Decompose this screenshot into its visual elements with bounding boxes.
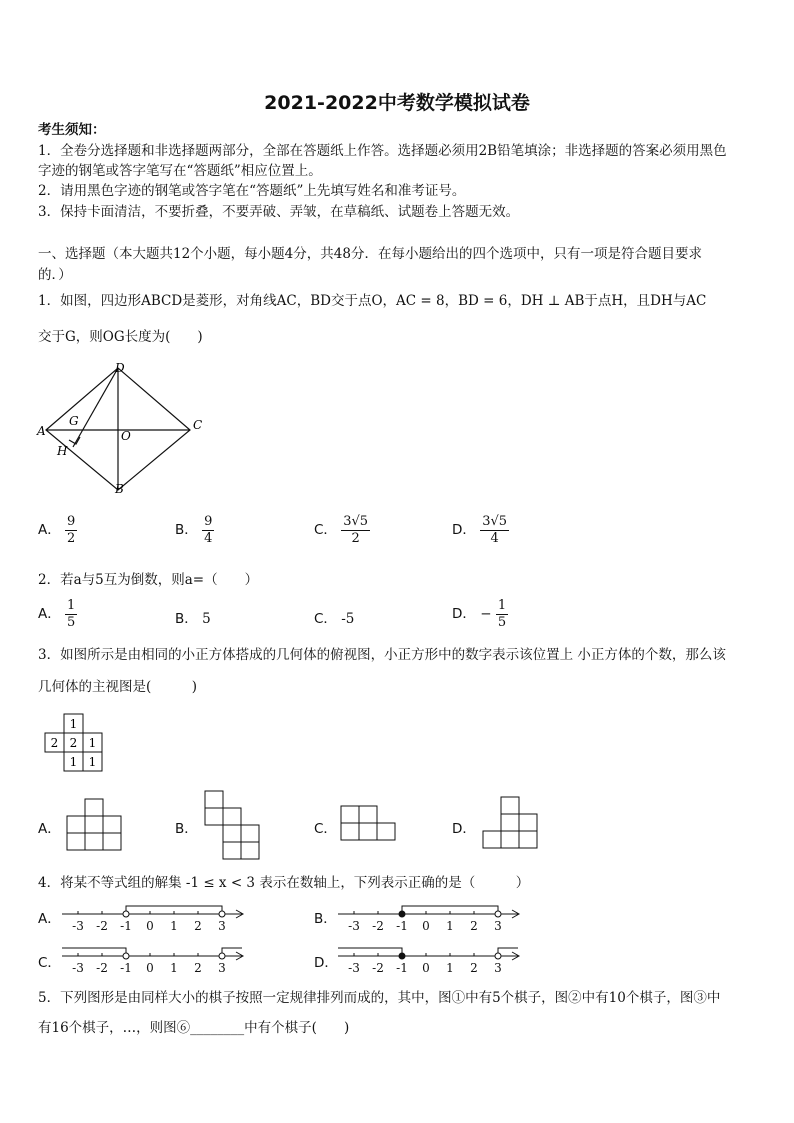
option-b[interactable] (175, 607, 211, 627)
option-label: D． (452, 606, 476, 622)
option-b-label[interactable]: B． (314, 911, 337, 927)
tick-label: -2 (372, 961, 384, 975)
segment-dh (73, 368, 118, 447)
tick-label: 0 (422, 919, 430, 933)
option-a[interactable] (38, 514, 77, 547)
tick-label: 3 (494, 919, 502, 933)
question-1-text-cont: 交于G，则OG长度为( ) (38, 329, 203, 345)
label-o: O (121, 429, 131, 443)
label-c: C (193, 418, 203, 432)
label-g: G (69, 414, 79, 428)
label-d: D (115, 361, 125, 375)
option-a-number-line[interactable] (60, 898, 250, 936)
option-a-label[interactable]: A． (38, 911, 61, 927)
option-c[interactable] (314, 514, 370, 547)
question-2-text: 2．若a与5互为倒数，则a=（ ） (38, 572, 259, 588)
section-heading-cont: 的．） (38, 267, 72, 283)
option-a-front-view[interactable] (66, 798, 124, 852)
option-b-label[interactable]: B． (175, 821, 198, 837)
endpoint-right (495, 953, 501, 959)
top-view-grid (44, 712, 106, 774)
option-label: C． (314, 522, 337, 538)
option-a-label[interactable]: A． (38, 821, 61, 837)
option-label: A． (38, 606, 61, 622)
fraction: $\frac{1}{5}$ (497, 598, 507, 630)
tick-label: 1 (446, 919, 454, 933)
tick-label: 0 (422, 961, 430, 975)
option-c-label[interactable]: C． (314, 821, 337, 837)
solution-bracket-left (338, 948, 402, 956)
fraction: $\frac{9}{2}$ (67, 514, 76, 546)
tick-label: -3 (72, 919, 84, 933)
fraction: $\frac{3√5}{2}$ (343, 514, 369, 546)
endpoint-left (399, 953, 405, 959)
tick-label: -1 (396, 919, 408, 933)
tick-label: 2 (470, 961, 478, 975)
tick-label: 3 (494, 961, 502, 975)
tick-label: 2 (470, 919, 478, 933)
grid-cell-value: 1 (88, 755, 97, 769)
page-title: 2021-2022中考数学模拟试卷 (264, 92, 530, 114)
option-b[interactable] (175, 514, 214, 547)
tick-label: 0 (146, 961, 154, 975)
tick-label: 3 (218, 919, 226, 933)
endpoint-right (495, 911, 501, 917)
notice-item: 3．保持卡面清洁，不要折叠，不要弄破、弄皱，在草稿纸、试题卷上答题无效。 (38, 204, 520, 220)
tick-label: 1 (170, 919, 178, 933)
tick-label: 0 (146, 919, 154, 933)
label-a: A (37, 424, 46, 438)
notice-item: 1．全卷分选择题和非选择题两部分，全部在答题纸上作答。选择题必须用2B铅笔填涂；非选择题的答案必须用黑色 (38, 143, 727, 159)
tick-label: -2 (96, 919, 108, 933)
option-c-number-line[interactable] (60, 940, 250, 978)
tick-label: -1 (396, 961, 408, 975)
option-b-front-view[interactable] (204, 790, 262, 860)
tick-label: 1 (446, 961, 454, 975)
endpoint-left (123, 953, 129, 959)
question-1-text: 1．如图，四边形ABCD是菱形，对角线AC，BD交于点O，AC = 8，BD = 6，DH ⊥ AB于点H，且DH与AC (38, 293, 707, 309)
endpoint-left (399, 911, 405, 917)
question-5-text-cont: 有16个棋子，…，则图⑥________中有个棋子( ) (38, 1020, 350, 1036)
tick-label: 2 (194, 961, 202, 975)
tick-label: -1 (120, 961, 132, 975)
option-c-front-view[interactable] (340, 805, 398, 843)
solution-bracket-left (62, 948, 126, 956)
option-b-number-line[interactable] (336, 898, 526, 936)
question-3-text: 3．如图所示是由相同的小正方体搭成的几何体的俯视图，小正方形中的数字表示该位置上 小正方体的个数，那么该 (38, 647, 726, 663)
tick-label: -3 (348, 919, 360, 933)
fraction: $\frac{3√5}{4}$ (482, 514, 508, 546)
grid-cell-value: 1 (69, 717, 78, 731)
grid-cell-value: 2 (69, 736, 78, 750)
option-value: -5 (341, 611, 355, 627)
option-d[interactable] (452, 514, 509, 547)
option-c[interactable] (314, 607, 354, 627)
option-a[interactable] (38, 598, 77, 631)
option-d-front-view[interactable] (482, 796, 540, 850)
option-d-number-line[interactable] (336, 940, 526, 978)
fraction: $\frac{1}{5}$ (67, 598, 76, 630)
option-d[interactable] (452, 598, 508, 631)
tick-label: -2 (372, 919, 384, 933)
grid-cell-value: 2 (50, 736, 59, 750)
option-value: 5 (202, 611, 211, 627)
tick-label: -2 (96, 961, 108, 975)
notice-heading: 考生须知： (38, 122, 106, 138)
endpoint-right (219, 911, 225, 917)
grid-cell-value: 1 (69, 755, 78, 769)
fraction: $\frac{9}{4}$ (204, 514, 213, 546)
tick-label: -3 (72, 961, 84, 975)
option-label: D． (452, 522, 476, 538)
question-4-text: 4．将某不等式组的解集 -1 ≤ x < 3 表示在数轴上，下列表示正确的是（ ） (38, 875, 530, 891)
option-d-label[interactable]: D． (314, 955, 338, 971)
notice-item: 字迹的钢笔或答字笔写在“答题纸”相应位置上。 (38, 163, 322, 179)
tick-label: 3 (218, 961, 226, 975)
question-5-text: 5．下列图形是由同样大小的棋子按照一定规律排列而成的，其中，图①中有5个棋子，图②中有10个棋子，图③中 (38, 990, 721, 1006)
question-3-text-cont: 几何体的主视图是( ) (38, 679, 198, 695)
rhombus-figure (32, 358, 212, 500)
tick-label: 2 (194, 919, 202, 933)
notice-item: 2．请用黑色字迹的钢笔或答字笔在“答题纸”上先填写姓名和准考证号。 (38, 183, 466, 199)
grid-cell-value: 1 (88, 736, 97, 750)
endpoint-left (123, 911, 129, 917)
label-h: H (57, 444, 68, 458)
endpoint-right (219, 953, 225, 959)
option-label: A． (38, 522, 61, 538)
tick-label: -3 (348, 961, 360, 975)
label-b: B (115, 482, 124, 496)
option-label: B． (175, 611, 198, 627)
tick-label: -1 (120, 919, 132, 933)
option-c-label[interactable]: C． (38, 955, 61, 971)
section-heading: 一、选择题（本大题共12个小题，每小题4分，共48分．在每小题给出的四个选项中，只有一项是符合题目要求 (38, 246, 702, 262)
minus-sign: − (480, 606, 492, 622)
option-d-label[interactable]: D． (452, 821, 476, 837)
option-label: C． (314, 611, 337, 627)
tick-label: 1 (170, 961, 178, 975)
option-label: B． (175, 522, 198, 538)
